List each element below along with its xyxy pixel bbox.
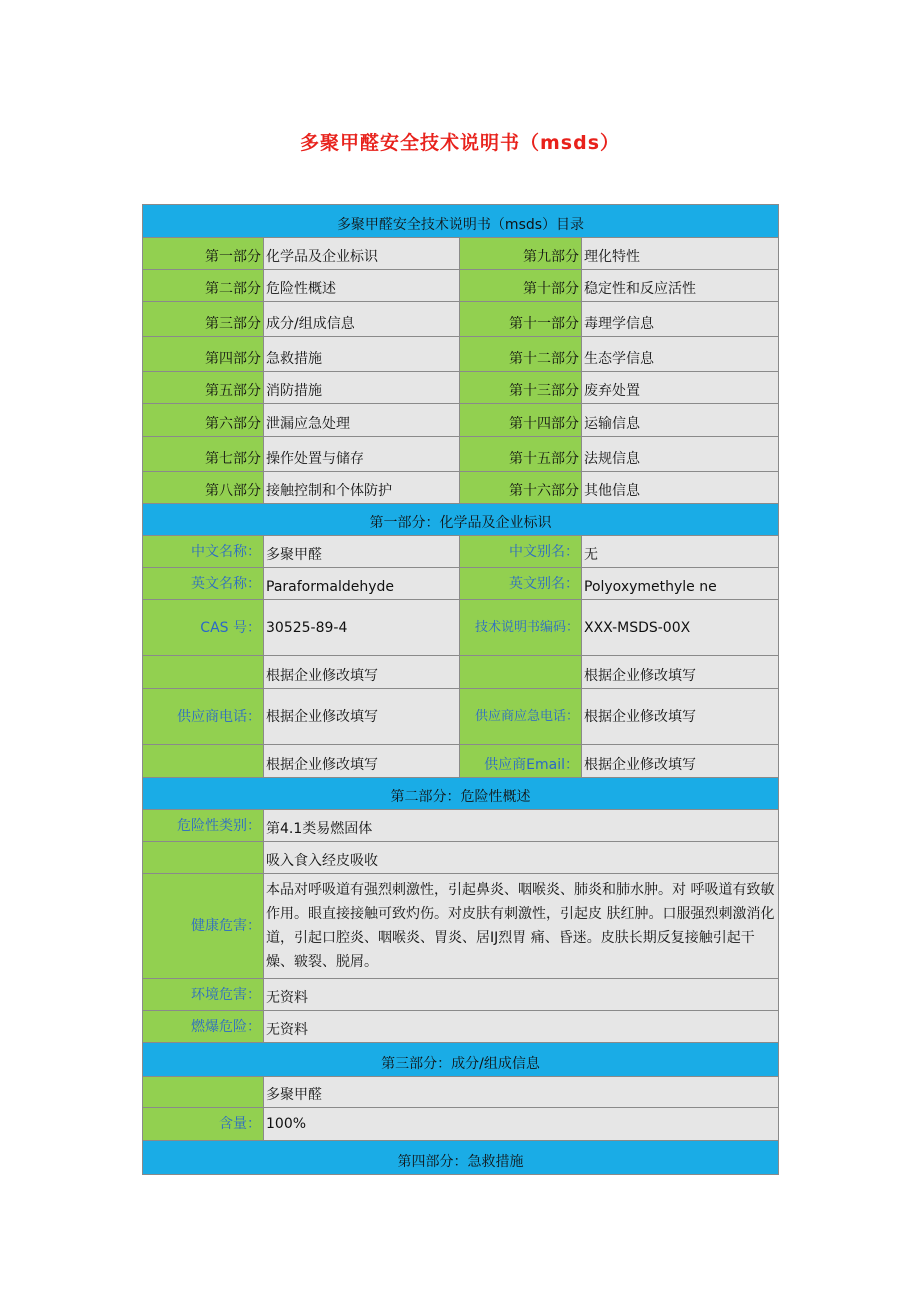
toc-part-title: 法规信息 [582,437,779,472]
toc-row [143,270,779,302]
company-field-value: 根据企业修改填写 [582,656,779,689]
fire-hazard-label: 燃爆危险： [143,1011,264,1043]
toc-row [143,404,779,437]
chinese-name-value: 多聚甲醛 [264,536,460,568]
part1-header: 第一部分：化学品及企业标识 [143,504,779,536]
toc-part-title: 化学品及企业标识 [264,238,460,270]
toc-part-title: 成分/组成信息 [264,302,460,337]
health-hazard-label: 健康危害： [143,874,264,979]
toc-part-title: 稳定性和反应活性 [582,270,779,302]
toc-part-number: 第十四部分 [460,404,582,437]
health-hazard-value: 本品对呼吸道有强烈刺激性，引起鼻炎、咽喉炎、肺炎和肺水肿。对 呼吸道有致敏作用。眼直接接触可致灼伤。对皮肤有刺激性，引起皮 肤红肿。口服强烈刺激消化道，引起口腔炎、咽喉炎、胃炎、居IJ烈胃 痛、昏迷。皮肤长期反复接触引起干燥、皲裂、脱屑。 [264,874,779,979]
cas-number-label: CAS 号： [143,600,264,656]
chinese-alias-label: 中文别名： [460,536,582,568]
toc-part-number: 第十二部分 [460,337,582,372]
environment-hazard-value: 无资料 [264,979,779,1011]
toc-part-title: 急救措施 [264,337,460,372]
part3-header: 第三部分：成分/组成信息 [143,1043,779,1077]
supplier-email-label: 供应商Email： [460,745,582,778]
content-label: 含量： [143,1108,264,1141]
toc-part-title: 理化特性 [582,238,779,270]
part2-header: 第二部分：危险性概述 [143,778,779,810]
component-name-value: 多聚甲醛 [264,1077,779,1108]
blank-label-cell [460,656,582,689]
toc-part-number: 第八部分 [143,472,264,504]
toc-row [143,337,779,372]
toc-part-title: 运输信息 [582,404,779,437]
chinese-alias-value: 无 [582,536,779,568]
toc-part-title: 毒理学信息 [582,302,779,337]
toc-part-number: 第一部分 [143,238,264,270]
blank-label-cell [143,745,264,778]
toc-part-number: 第十部分 [460,270,582,302]
hazard-class-value: 第4.1类易燃固体 [264,810,779,842]
toc-row [143,372,779,404]
msds-code-value: XXX-MSDS-00X [582,600,779,656]
toc-part-number: 第二部分 [143,270,264,302]
english-name-value: Paraformaldehyde [264,568,460,600]
toc-part-number: 第七部分 [143,437,264,472]
supplier-phone-value: 根据企业修改填写 [264,689,460,745]
toc-part-title: 危险性概述 [264,270,460,302]
toc-part-number: 第十五部分 [460,437,582,472]
msds-table [142,204,779,1175]
english-name-label: 英文名称： [143,568,264,600]
toc-part-title: 生态学信息 [582,337,779,372]
toc-part-number: 第十一部分 [460,302,582,337]
environment-hazard-label: 环境危害： [143,979,264,1011]
part4-header: 第四部分：急救措施 [143,1141,779,1175]
toc-row [143,472,779,504]
company-field-value: 根据企业修改填写 [264,745,460,778]
supplier-email-value: 根据企业修改填写 [582,745,779,778]
toc-header: 多聚甲醛安全技术说明书（msds）目录 [143,205,779,238]
blank-label-cell [143,1077,264,1108]
toc-part-title: 操作处置与储存 [264,437,460,472]
toc-part-title: 消防措施 [264,372,460,404]
english-alias-label: 英文别名： [460,568,582,600]
toc-part-number: 第六部分 [143,404,264,437]
toc-part-title: 接触控制和个体防护 [264,472,460,504]
english-alias-value: Polyoxymethyle ne [582,568,779,600]
msds-code-label: 技术说明书编码： [460,600,582,656]
toc-part-number: 第九部分 [460,238,582,270]
toc-part-number: 第五部分 [143,372,264,404]
cas-number-value: 30525-89-4 [264,600,460,656]
toc-part-number: 第十六部分 [460,472,582,504]
exposure-route-value: 吸入食入经皮吸收 [264,842,779,874]
blank-label-cell [143,656,264,689]
content-value: 100% [264,1108,779,1141]
supplier-emergency-label: 供应商应急电话： [460,689,582,745]
toc-row [143,302,779,337]
supplier-emergency-value: 根据企业修改填写 [582,689,779,745]
toc-part-title: 废弃处置 [582,372,779,404]
toc-part-number: 第三部分 [143,302,264,337]
document-title: 多聚甲醛安全技术说明书（msds） [299,132,621,154]
chinese-name-label: 中文名称： [143,536,264,568]
toc-part-number: 第十三部分 [460,372,582,404]
toc-row [143,437,779,472]
company-field-value: 根据企业修改填写 [264,656,460,689]
fire-hazard-value: 无资料 [264,1011,779,1043]
toc-row [143,238,779,270]
toc-part-title: 泄漏应急处理 [264,404,460,437]
supplier-phone-label: 供应商电话： [143,689,264,745]
toc-part-number: 第四部分 [143,337,264,372]
toc-part-title: 其他信息 [582,472,779,504]
hazard-class-label: 危险性类别： [143,810,264,842]
blank-label-cell [143,842,264,874]
